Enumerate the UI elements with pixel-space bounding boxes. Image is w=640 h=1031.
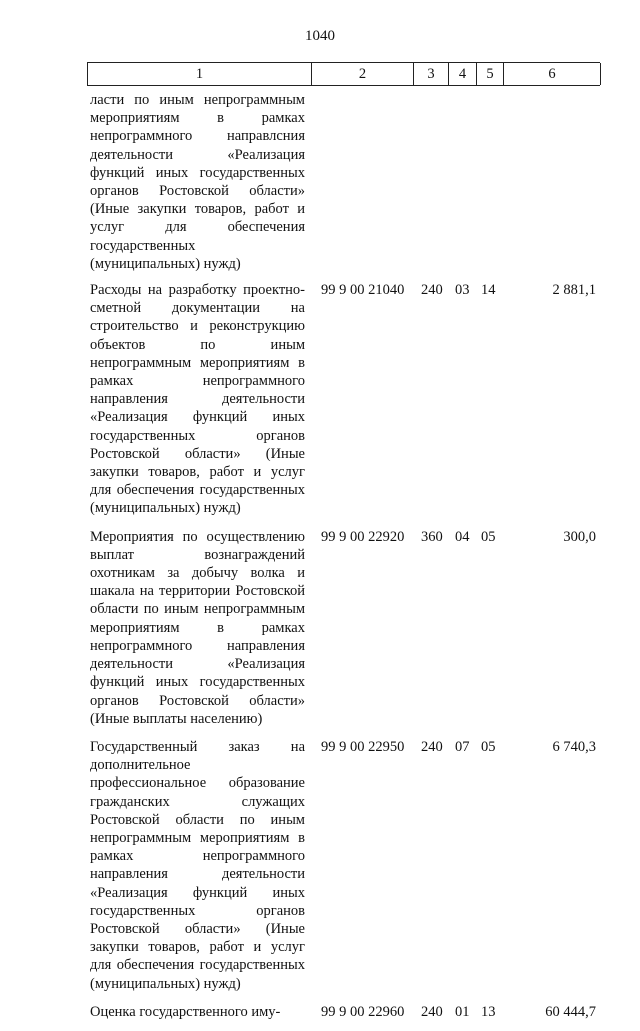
header-col-4: 4 bbox=[449, 63, 477, 85]
table-row bbox=[87, 91, 600, 273]
row-section: 03 bbox=[455, 282, 470, 299]
row-subsection: 05 bbox=[481, 738, 496, 755]
table-header-row bbox=[87, 62, 600, 86]
row-expense-type: 240 bbox=[421, 738, 443, 755]
budget-table bbox=[87, 62, 600, 1031]
page-number: 1040 bbox=[305, 28, 335, 44]
row-subsection bbox=[476, 91, 503, 273]
row-code: 99 9 00 22920 bbox=[321, 528, 405, 545]
row-amount: 2 881,1 bbox=[552, 282, 596, 299]
header-col-6: 6 bbox=[504, 63, 601, 85]
table-row bbox=[87, 738, 600, 993]
row-code: 99 9 00 22960 bbox=[321, 1003, 405, 1020]
row-amount: 60 444,7 bbox=[545, 1003, 596, 1020]
row-section: 04 bbox=[455, 528, 470, 545]
row-section bbox=[448, 91, 476, 273]
row-description: Мероприятия по осуществлению выплат вознаграждений охотникам за добычу волка и шакала на территории Ростовской области по иным непрограммным мероприятиям в рамках непрограммного направления деятельности «Реализация функций иных государственных органов Ростовской области» (Иные выплаты населению) bbox=[90, 528, 305, 727]
row-description: Оценка государственного иму- bbox=[90, 1003, 281, 1020]
row-amount: 6 740,3 bbox=[552, 738, 596, 755]
row-subsection: 14 bbox=[481, 282, 496, 299]
header-col-3: 3 bbox=[414, 63, 449, 85]
row-expense-type: 360 bbox=[421, 528, 443, 545]
row-expense-type: 240 bbox=[421, 282, 443, 299]
row-amount: 300,0 bbox=[563, 528, 596, 545]
table-row bbox=[87, 528, 600, 728]
row-amount bbox=[503, 91, 600, 273]
row-description: ласти по иным непрограммным мероприятиям в рамках непрограммного направлсния деятельности «Реализация функций иных государственных органов Ростовской области» (Иные закупки товаров, работ и услуг для обеспечения государственных (муниципальных) нужд) bbox=[90, 92, 305, 272]
table-row bbox=[87, 281, 600, 518]
row-section: 07 bbox=[455, 738, 470, 755]
row-description: Государственный заказ на дополнительное профессиональное образование гражданских служащих Ростовской области по иным непрограммным мероприятиям в рамках непрограммного направления деятельности «Реализация функций иных государственных органов Ростовской области» (Иные закупки товаров, работ и услуг для обеспечения государственных (муниципальных) нужд) bbox=[90, 738, 305, 992]
row-description: Расходы на разработку проектно-сметной документации на строительство и реконструкцию объектов по иным непрограммным мероприятиям в рамках непрограммного направления деятельности «Реализация функций иных государственных органов Ростовской области» (Иные закупки товаров, работ и услуг для обеспечения государственных (муниципальных) нужд) bbox=[90, 282, 305, 517]
row-code: 99 9 00 22950 bbox=[321, 738, 405, 755]
row-subsection: 13 bbox=[481, 1003, 496, 1020]
row-code: 99 9 00 21040 bbox=[321, 282, 405, 299]
row-expense-type: 240 bbox=[421, 1003, 443, 1020]
header-col-2: 2 bbox=[312, 63, 414, 85]
row-code bbox=[311, 91, 413, 273]
row-expense-type bbox=[413, 91, 448, 273]
row-section: 01 bbox=[455, 1003, 470, 1020]
table-row bbox=[87, 1003, 600, 1021]
header-col-1: 1 bbox=[88, 63, 312, 85]
header-col-5: 5 bbox=[477, 63, 504, 85]
row-subsection: 05 bbox=[481, 528, 496, 545]
